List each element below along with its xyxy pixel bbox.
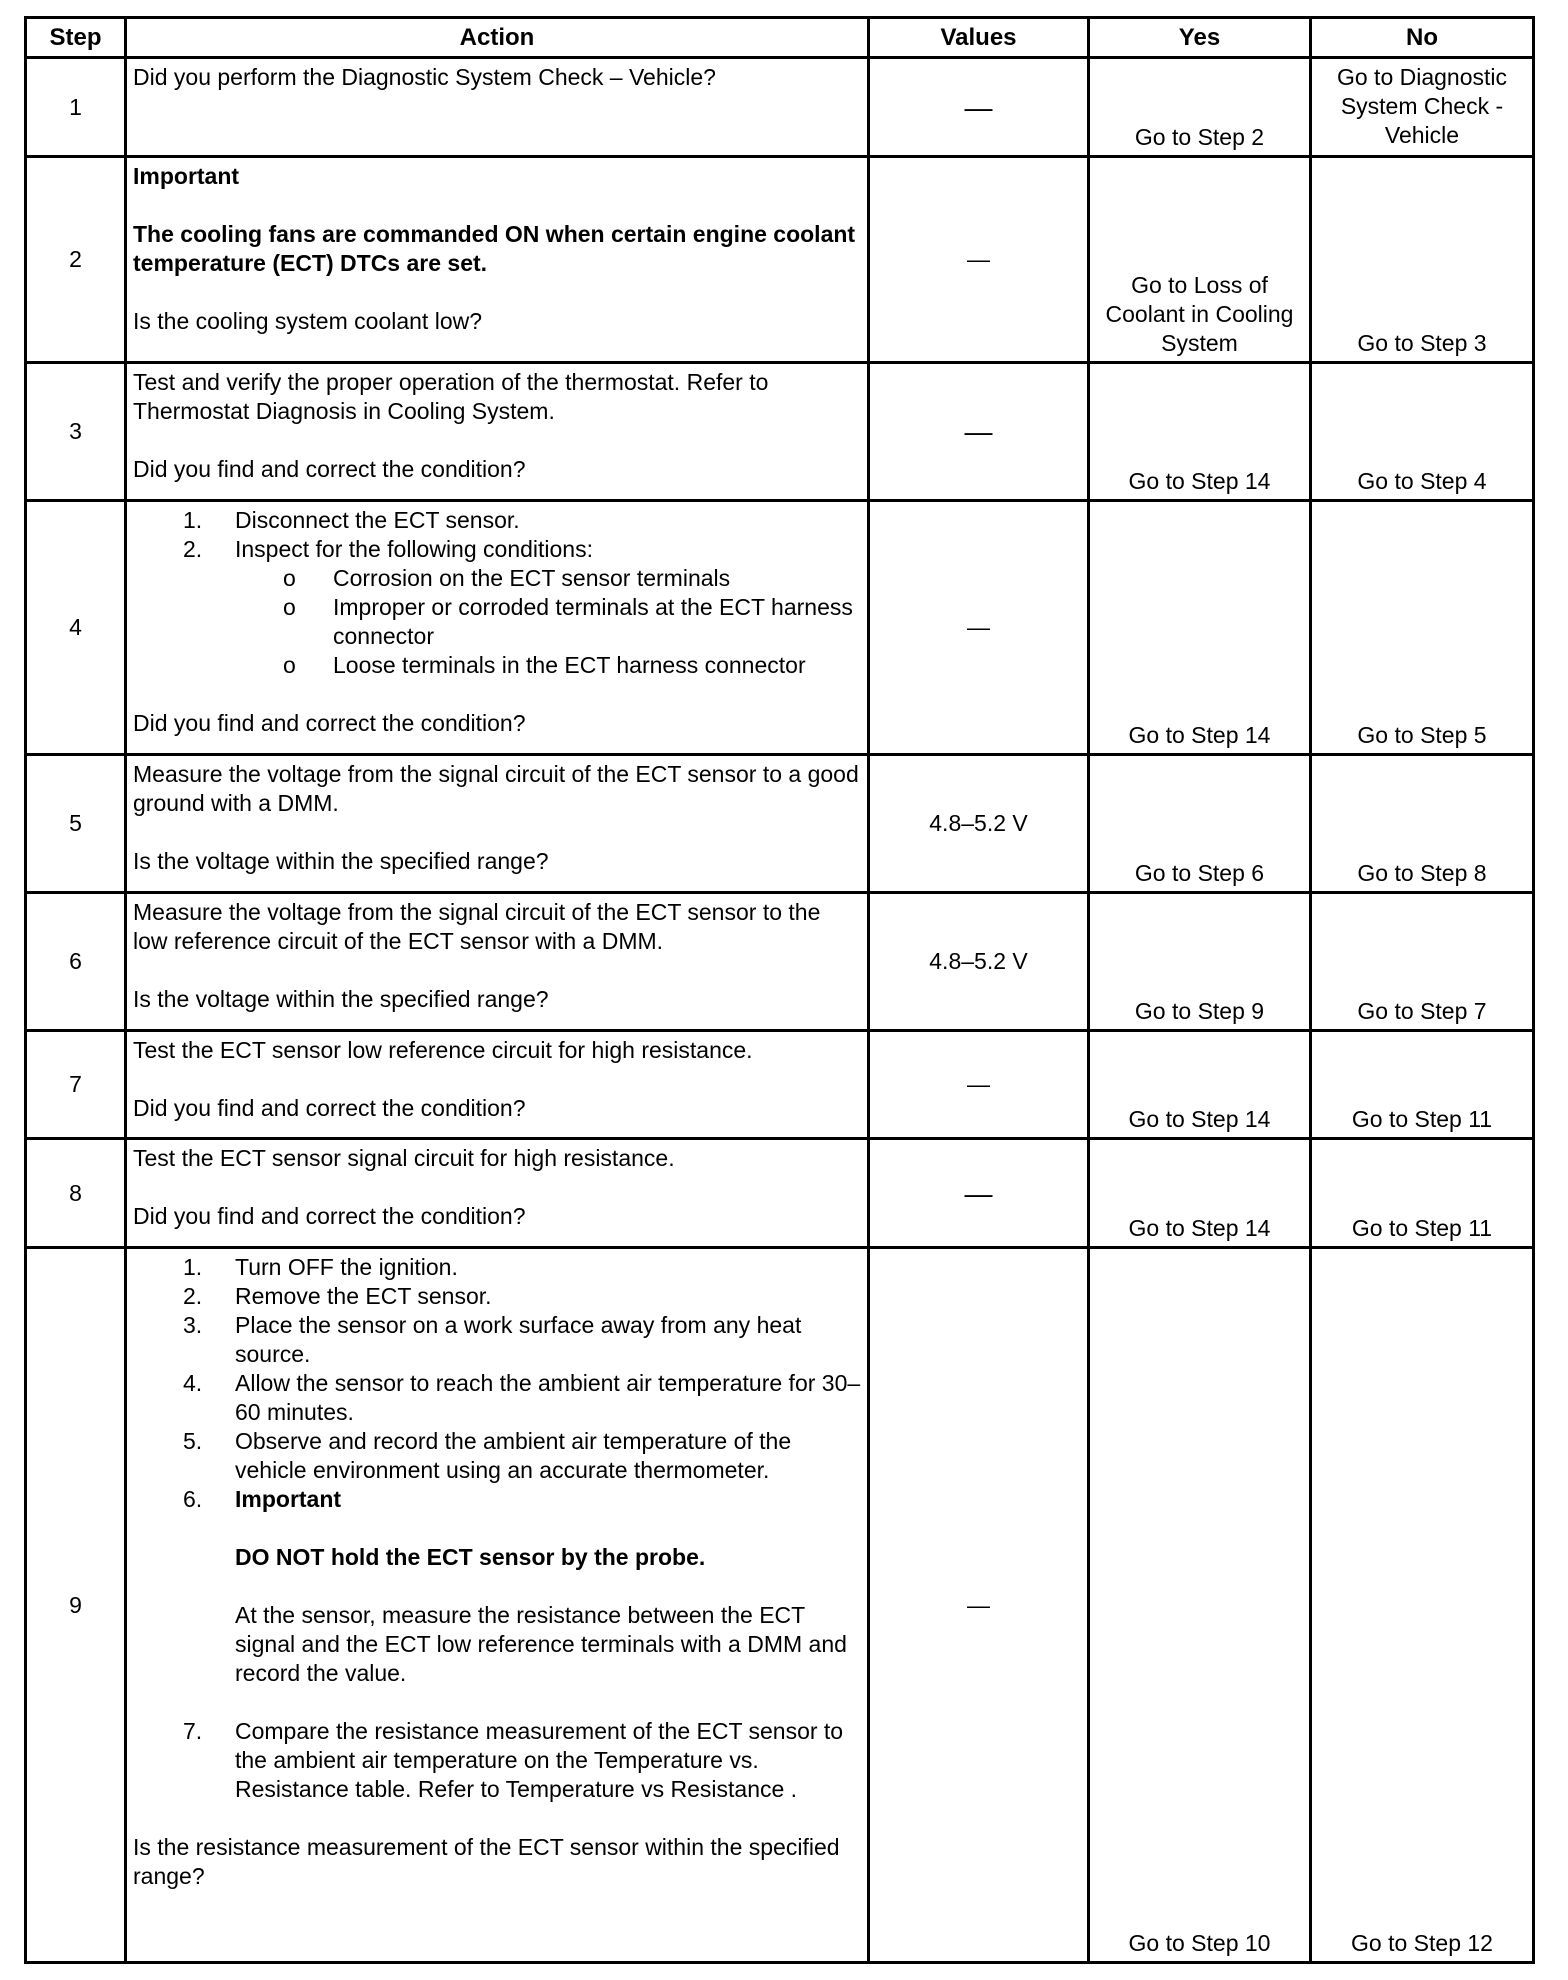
action-cell bbox=[126, 1139, 869, 1248]
table-row-step-1 bbox=[26, 58, 1534, 157]
value-cell: — bbox=[869, 363, 1089, 501]
list-item: 2. Inspect for the following conditions: bbox=[183, 536, 593, 562]
question-text: Is the resistance measurement of the ECT sensor within the specified range? bbox=[133, 1834, 840, 1889]
value-cell: — bbox=[869, 501, 1089, 755]
list-item: 1. Turn OFF the ignition. bbox=[183, 1254, 458, 1280]
header-step: Step bbox=[26, 18, 126, 58]
action-text: Did you perform the Diagnostic System Check – Vehicle? bbox=[133, 64, 716, 90]
header-values: Values bbox=[869, 18, 1089, 58]
no-cell: Go to Step 4 bbox=[1311, 363, 1534, 501]
yes-cell: Go to Step 14 bbox=[1089, 363, 1311, 501]
action-text: Measure the voltage from the signal circuit of the ECT sensor to a good ground with a DMM. bbox=[133, 761, 859, 816]
question-text: Is the cooling system coolant low? bbox=[133, 308, 483, 334]
step-number: 6 bbox=[26, 893, 126, 1031]
step-number: 9 bbox=[26, 1248, 126, 1963]
numbered-list bbox=[133, 506, 861, 564]
step-number: 5 bbox=[26, 755, 126, 893]
no-cell: Go to Step 11 bbox=[1311, 1139, 1534, 1248]
header-yes: Yes bbox=[1089, 18, 1311, 58]
warning-text: DO NOT hold the ECT sensor by the probe. bbox=[235, 1544, 706, 1570]
question-text: Is the voltage within the specified range? bbox=[133, 986, 549, 1012]
no-cell: Go to Step 3 bbox=[1311, 157, 1534, 363]
no-cell: Go to Step 11 bbox=[1311, 1031, 1534, 1139]
no-cell: Go to Step 7 bbox=[1311, 893, 1534, 1031]
action-cell bbox=[126, 755, 869, 893]
value-cell: — bbox=[869, 58, 1089, 157]
question-text: Did you find and correct the condition? bbox=[133, 710, 526, 736]
action-cell bbox=[126, 1248, 869, 1963]
action-cell bbox=[126, 157, 869, 363]
table-row-step-3 bbox=[26, 363, 1534, 501]
value-cell: — bbox=[869, 1031, 1089, 1139]
value-cell: — bbox=[869, 1139, 1089, 1248]
sub-list-item: o Corrosion on the ECT sensor terminals bbox=[283, 565, 731, 591]
question-text: Did you find and correct the condition? bbox=[133, 1203, 526, 1229]
step-number: 4 bbox=[26, 501, 126, 755]
list-item: 5. Observe and record the ambient air temperature of the vehicle environment using an accurate thermometer. bbox=[183, 1428, 792, 1483]
question-text: Is the voltage within the specified range? bbox=[133, 848, 549, 874]
important-text: The cooling fans are commanded ON when certain engine coolant temperature (ECT) DTCs are set. bbox=[133, 221, 856, 276]
table-row-step-5 bbox=[26, 755, 1534, 893]
list-item: 1. Disconnect the ECT sensor. bbox=[183, 507, 520, 533]
action-text: Test and verify the proper operation of the thermostat. Refer to Thermostat Diagnosis in Cooling System. bbox=[133, 369, 769, 424]
yes-cell: Go to Step 10 bbox=[1089, 1248, 1311, 1963]
yes-cell: Go to Step 2 bbox=[1089, 58, 1311, 157]
list-item: 7. Compare the resistance measurement of the ECT sensor to the ambient air temperature on the Temperature vs. Resistance table. Refer to Temperature vs Resistance . bbox=[183, 1718, 844, 1802]
no-cell: Go to Step 8 bbox=[1311, 755, 1534, 893]
list-item: 3. Place the sensor on a work surface away from any heat source. bbox=[183, 1312, 802, 1367]
value-cell: 4.8–5.2 V bbox=[869, 893, 1089, 1031]
sub-list-item: o Improper or corroded terminals at the ECT harness connector bbox=[283, 594, 853, 649]
yes-cell: Go to Step 6 bbox=[1089, 755, 1311, 893]
table-row-step-2 bbox=[26, 157, 1534, 363]
table-row-step-7 bbox=[26, 1031, 1534, 1139]
diagnostic-table bbox=[24, 16, 1535, 1964]
action-cell bbox=[126, 893, 869, 1031]
table-row-step-8 bbox=[26, 1139, 1534, 1248]
value-cell: — bbox=[869, 1248, 1089, 1963]
important-label: Important bbox=[133, 163, 240, 189]
diagnostic-table-document bbox=[24, 16, 1532, 1964]
yes-cell: Go to Step 14 bbox=[1089, 1139, 1311, 1248]
no-cell: Go to Step 12 bbox=[1311, 1248, 1534, 1963]
header-action: Action bbox=[126, 18, 869, 58]
header-row bbox=[26, 18, 1534, 58]
question-text: Did you find and correct the condition? bbox=[133, 456, 526, 482]
step-number: 8 bbox=[26, 1139, 126, 1248]
action-text: Measure the voltage from the signal circuit of the ECT sensor to the low reference circuit of the ECT sensor with a DMM. bbox=[133, 899, 821, 954]
important-label: Important bbox=[235, 1486, 342, 1512]
action-text: Test the ECT sensor signal circuit for high resistance. bbox=[133, 1145, 675, 1171]
value-cell: 4.8–5.2 V bbox=[869, 755, 1089, 893]
yes-cell: Go to Step 9 bbox=[1089, 893, 1311, 1031]
header-no: No bbox=[1311, 18, 1534, 58]
no-cell: Go to Step 5 bbox=[1311, 501, 1534, 755]
list-item: 4. Allow the sensor to reach the ambient air temperature for 30–60 minutes. bbox=[183, 1370, 861, 1425]
step-number: 1 bbox=[26, 58, 126, 157]
instruction-text: At the sensor, measure the resistance between the ECT signal and the ECT low reference terminals with a DMM and record the value. bbox=[235, 1602, 847, 1686]
action-cell bbox=[126, 363, 869, 501]
table-row-step-4 bbox=[26, 501, 1534, 755]
action-cell bbox=[126, 501, 869, 755]
step-number: 7 bbox=[26, 1031, 126, 1139]
value-cell: — bbox=[869, 157, 1089, 363]
yes-cell: Go to Step 14 bbox=[1089, 1031, 1311, 1139]
numbered-list bbox=[133, 1253, 861, 1804]
step-number: 2 bbox=[26, 157, 126, 363]
list-item: 6. Important DO NOT hold the ECT sensor by the probe. At the sensor, measure the resistance between the ECT signal and the ECT low reference terminals with a DMM and record the value. bbox=[133, 1485, 861, 1717]
action-cell bbox=[126, 1031, 869, 1139]
step-number: 3 bbox=[26, 363, 126, 501]
sub-list-item: o Loose terminals in the ECT harness connector bbox=[283, 652, 806, 678]
table-row-step-6 bbox=[26, 893, 1534, 1031]
no-cell: Go to Diagnostic System Check - Vehicle bbox=[1311, 58, 1534, 157]
yes-cell: Go to Loss of Coolant in Cooling System bbox=[1089, 157, 1311, 363]
sub-list bbox=[133, 564, 861, 680]
action-text: Test the ECT sensor low reference circuit for high resistance. bbox=[133, 1037, 753, 1063]
question-text: Did you find and correct the condition? bbox=[133, 1095, 526, 1121]
table-row-step-9 bbox=[26, 1248, 1534, 1963]
list-item: 2. Remove the ECT sensor. bbox=[183, 1283, 492, 1309]
action-cell bbox=[126, 58, 869, 157]
yes-cell: Go to Step 14 bbox=[1089, 501, 1311, 755]
